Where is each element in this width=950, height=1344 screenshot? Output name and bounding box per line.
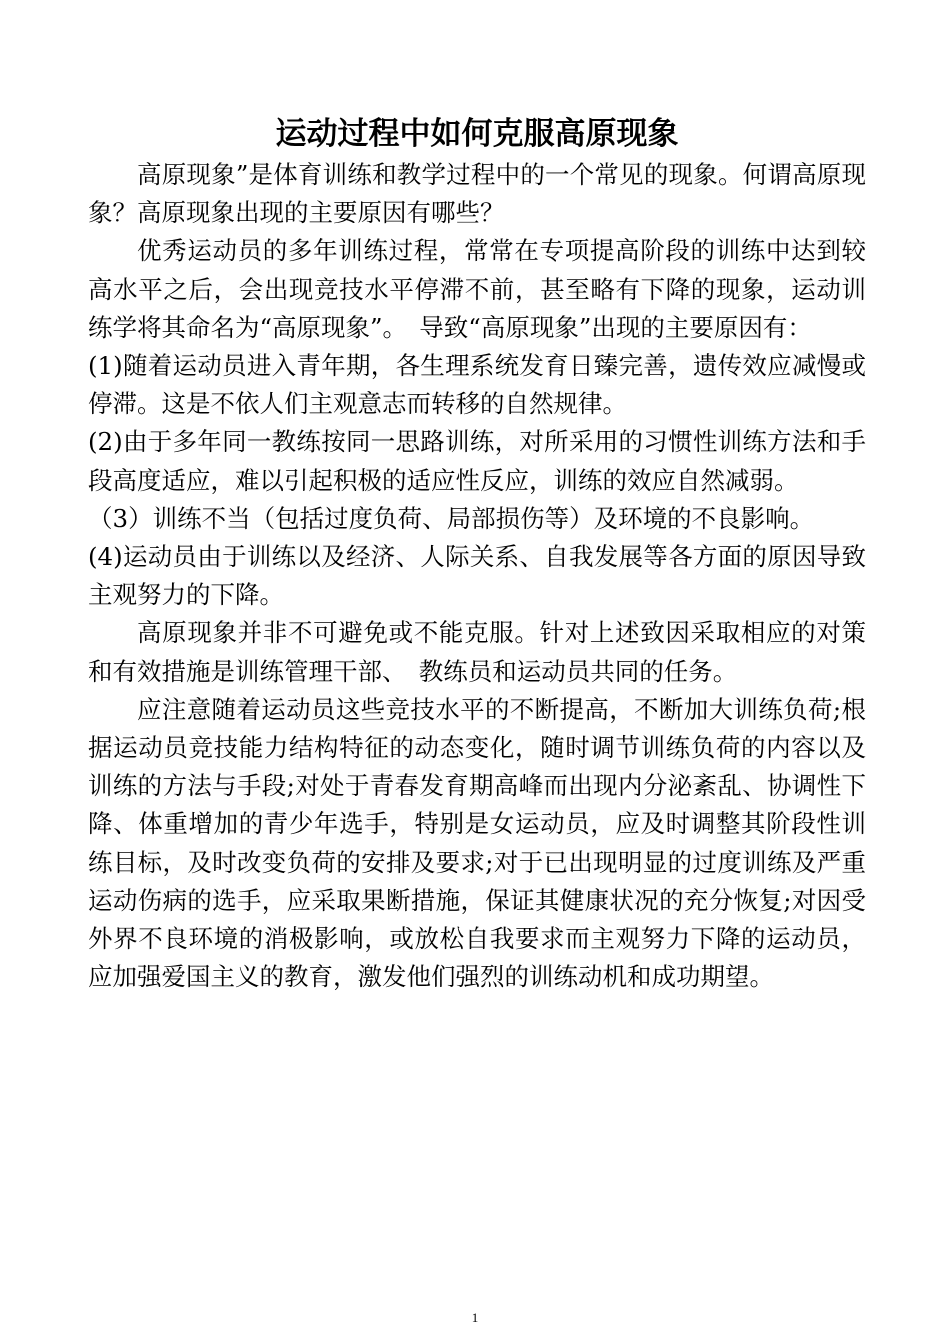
page-number: 1	[471, 1310, 479, 1325]
document-title: 运动过程中如何克服高原现象	[275, 116, 679, 152]
document-page	[88, 112, 866, 996]
cause-item-3: （3）训练不当（包括过度负荷、局部损伤等）及环境的不良影响。	[88, 503, 815, 533]
paragraph-measures: 应注意随着运动员这些竞技水平的不断提高，不断加大训练负荷;根据运动员竞技能力结构特征的动态变化，随时调节训练负荷的内容以及训练的方法与手段;对处于青春发育期高峰而出现内分泌紊乱、协调性下降、体重增加的青少年选手，特别是女运动员，应及时调整其阶段性训练目标，及时改变负荷的安排及要求;对于已出现明显的过度训练及严重运动伤病的选手，应采取果断措施，保证其健康状况的充分恢复;对因受外界不良环境的消极影响，或放松自我要求而主观努力下降的运动员，应加强爱国主义的教育，激发他们强烈的训练动机和成功期望。	[88, 694, 866, 992]
paragraph-definition: 优秀运动员的多年训练过程，常常在专项提高阶段的训练中达到较高水平之后，会出现竞技水平停滞不前，甚至略有下降的现象，运动训练学将其命名为“高原现象”。 导致“高原现象”出现的主要原因有：	[88, 236, 866, 342]
cause-item-4: (4)运动员由于训练以及经济、人际关系、自我发展等各方面的原因导致主观努力的下降。	[88, 542, 866, 610]
cause-item-2: (2)由于多年同一教练按同一思路训练，对所采用的习惯性训练方法和手段高度适应，难以引起积极的适应性反应，训练的效应自然减弱。	[88, 427, 866, 495]
cause-item-1: (1)随着运动员进入青年期，各生理系统发育日臻完善，遗传效应减慢或停滞。这是不依人们主观意志而转移的自然规律。	[88, 351, 866, 419]
paragraph-overcome: 高原现象并非不可避免或不能克服。针对上述致因采取相应的对策和有效措施是训练管理干部、 教练员和运动员共同的任务。	[88, 618, 866, 686]
paragraph-intro: 高原现象”是体育训练和教学过程中的一个常见的现象。何谓高原现象？高原现象出现的主要原因有哪些？	[88, 160, 866, 228]
